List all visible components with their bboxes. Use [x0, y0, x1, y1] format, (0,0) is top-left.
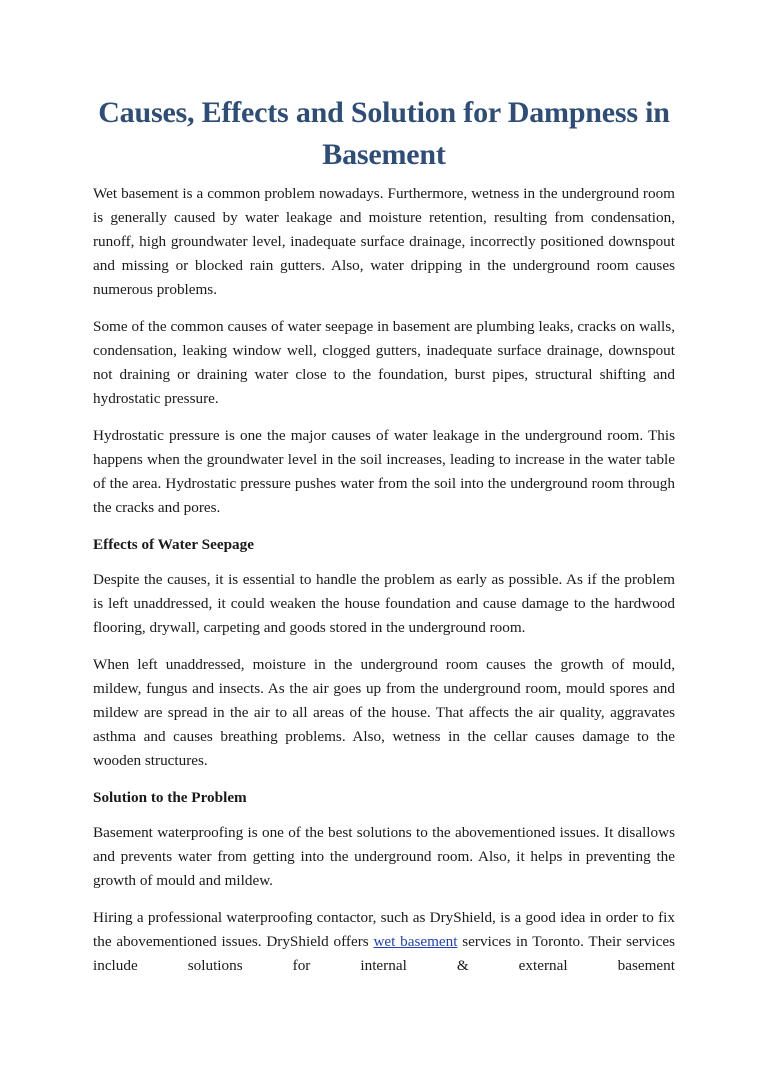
- paragraph-effects-early: Despite the causes, it is essential to handle the problem as early as possible. As if the problem is left unaddressed, it could weaken the house foundation and cause damage to the hardwood flooring, drywall, carpeting and goods stored in the underground room.: [93, 571, 675, 636]
- paragraph-hiring-text-end: services in Toronto. Their services include solutions for internal & external basement: [93, 933, 675, 974]
- paragraph-intro: Wet basement is a common problem nowadays. Furthermore, wetness in the underground room is generally caused by water leakage and moisture retention, resulting from condensation, runoff, high groundwater level, inadequate surface drainage, incorrectly positioned downspout and missing or blocked rain gutters. Also, water dripping in the underground room causes numerous problems.: [93, 185, 675, 298]
- paragraph-effects-moisture: When left unaddressed, moisture in the underground room causes the growth of mould, mildew, fungus and insects. As the air goes up from the underground room, mould spores and mildew are spread in the air to all areas of the house. That affects the air quality, aggravates asthma and causes breathing problems. Also, wetness in the cellar causes damage to the wooden structures.: [93, 656, 675, 769]
- wet-basement-link[interactable]: wet basement: [373, 933, 458, 950]
- paragraph-hiring-text-start: Hiring a professional waterproofing contactor, such as DryShield, is a good idea in order to fix the abovementioned issues. DryShield offers: [93, 909, 675, 950]
- page-title: Causes, Effects and Solution for Dampness in Basement: [98, 96, 670, 171]
- document-page: [93, 92, 675, 991]
- paragraph-hiring: [93, 906, 675, 978]
- paragraph-common-causes: Some of the common causes of water seepage in basement are plumbing leaks, cracks on walls, condensation, leaking window well, clogged gutters, inadequate surface drainage, downspout not draining or draining water close to the foundation, burst pipes, structural shifting and hydrostatic pressure.: [93, 318, 675, 407]
- paragraph-hydrostatic-pressure: Hydrostatic pressure is one the major causes of water leakage in the underground room. This happens when the groundwater level in the soil increases, leading to increase in the water table of the area. Hydrostatic pressure pushes water from the soil into the underground room through the cracks and pores.: [93, 427, 675, 516]
- heading-effects: Effects of Water Seepage: [93, 536, 254, 553]
- paragraph-waterproofing: Basement waterproofing is one of the best solutions to the abovementioned issues. It disallows and prevents water from getting into the underground room. Also, it helps in preventing the growth of mould and mildew.: [93, 824, 675, 889]
- heading-solution: Solution to the Problem: [93, 789, 247, 806]
